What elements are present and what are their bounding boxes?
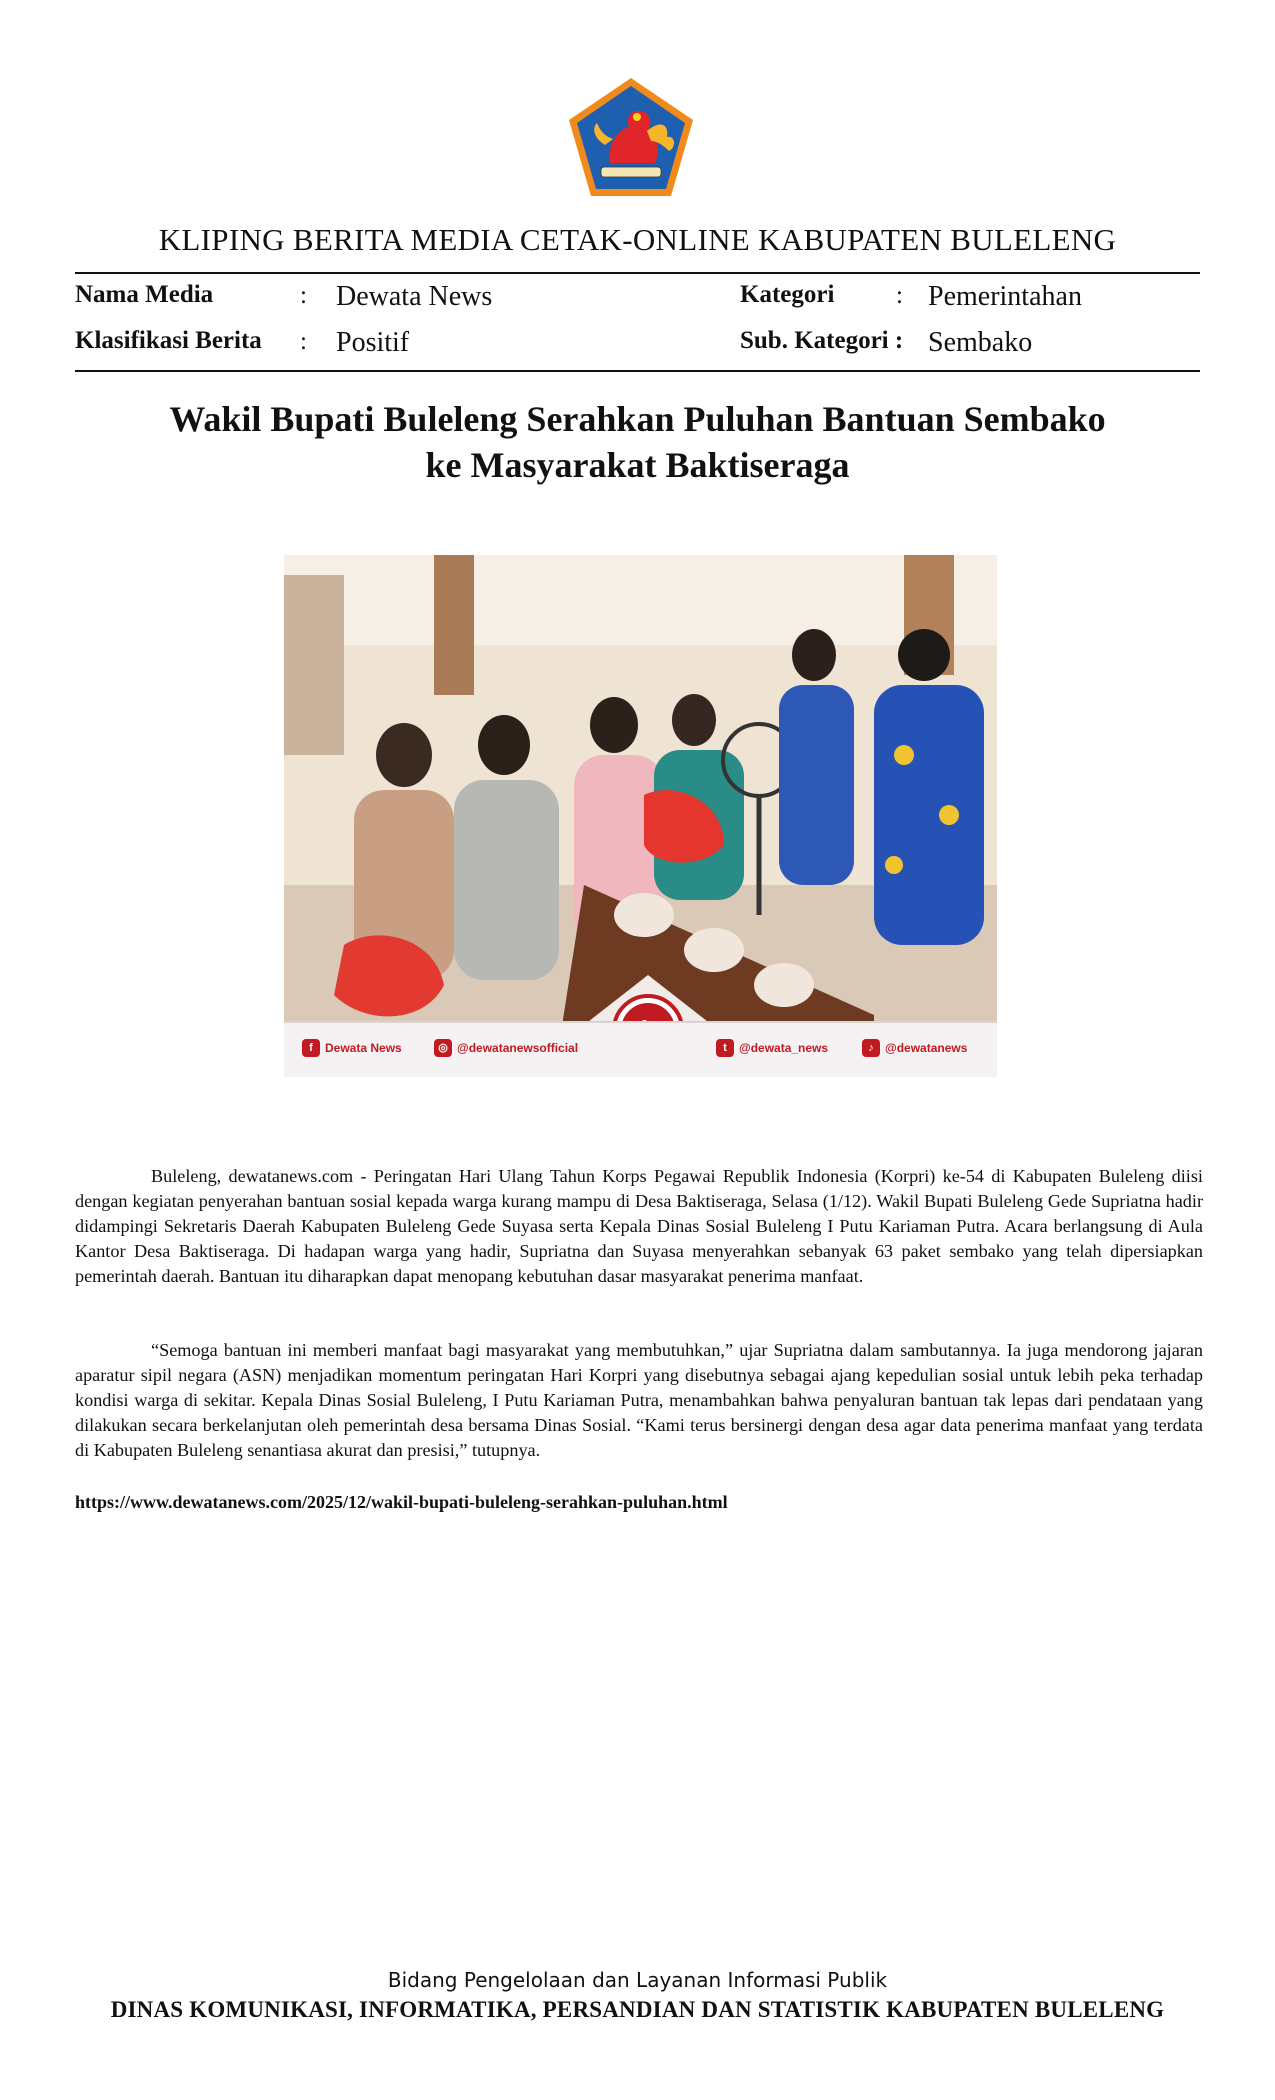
twitter-icon: t: [716, 1039, 734, 1057]
twitter-text: @dewata_news: [739, 1041, 829, 1055]
photo-social-bar: [284, 1021, 997, 1077]
footer-agency: DINAS KOMUNIKASI, INFORMATIKA, PERSANDIAN DAN STATISTIK KABUPATEN BULELENG: [110, 1997, 1165, 2022]
tiktok-icon: ♪: [862, 1039, 880, 1057]
klasifikasi-label: Klasifikasi Berita: [75, 327, 262, 354]
regency-emblem-logo: [565, 75, 697, 200]
headline-line-2: ke Masyarakat Baktiseraga: [425, 445, 850, 485]
kategori-value: Pemerintahan: [928, 281, 1082, 312]
tiktok-text: @dewatanews: [885, 1041, 968, 1055]
nama-media-value: Dewata News: [336, 281, 493, 312]
facebook-text: Dewata News: [325, 1041, 402, 1055]
colon: :: [300, 282, 307, 309]
twitter-handle: [716, 1039, 828, 1057]
divider-top: [75, 272, 1200, 274]
sub-kategori-label: Sub. Kategori :: [740, 327, 904, 354]
article-paragraph-1: [75, 1164, 1203, 1289]
paragraph-2-text: “Semoga bantuan ini memberi manfaat bagi masyarakat yang membutuhkan,” ujar Supriatna dalam sambutannya. Ia juga mendorong jajaran aparatur sipil negara (ASN) menjadikan momentum peringatan Hari Korpri yang disebutnya sebagai ajang kepedulian sosial untuk lebih peka terhadap kondisi warga di sekitar. Kepala Dinas Sosial Buleleng, I Putu Kariaman Putra, menambahkan bahwa penyaluran bantuan tak lepas dari pendataan yang dilakukan secara berkelanjutan oleh pemerintah desa bersama Dinas Sosial. “Kami terus bersinergi dengan desa agar data penerima manfaat yang terdata di Kabupaten Buleleng senantiasa akurat dan presisi,” tutupnya.: [75, 1340, 1203, 1460]
instagram-text: @dewatanewsofficial: [457, 1041, 579, 1055]
colon: :: [300, 328, 307, 355]
nama-media-label: Nama Media: [75, 281, 214, 308]
headline-line-1: Wakil Bupati Buleleng Serahkan Puluhan Bantuan Sembako: [169, 399, 1106, 439]
kategori-label: Kategori: [740, 281, 835, 308]
footer-department: Bidang Pengelolaan dan Layanan Informasi Publik: [387, 1968, 888, 1992]
article-photo: [284, 555, 997, 1077]
page-title: KLIPING BERITA MEDIA CETAK-ONLINE KABUPATEN BULELENG: [158, 222, 1117, 257]
colon: :: [896, 282, 903, 309]
article-paragraph-2: [75, 1338, 1203, 1463]
klasifikasi-value: Positif: [336, 327, 410, 358]
source-url-link[interactable]: https://www.dewatanews.com/2025/12/wakil-bupati-buleleng-serahkan-puluhan.html: [75, 1492, 728, 1512]
paragraph-1-text: Buleleng, dewatanews.com - Peringatan Hari Ulang Tahun Korps Pegawai Republik Indonesia (Korpri) ke-54 di Kabupaten Buleleng diisi dengan kegiatan penyerahan bantuan sosial kepada warga kurang mampu di Desa Baktiseraga, Selasa (1/12). Wakil Bupati Buleleng Gede Supriatna hadir didampingi Sekretaris Daerah Kabupaten Buleleng Gede Suyasa serta Kepala Dinas Sosial Buleleng I Putu Kariaman Putra. Acara berlangsung di Aula Kantor Desa Baktiseraga. Di hadapan warga yang hadir, Supriatna dan Suyasa menyerahkan sebanyak 63 paket sembako yang telah dipersiapkan pemerintah daerah. Bantuan itu diharapkan dapat menopang kebutuhan dasar masyarakat penerima manfaat.: [75, 1166, 1203, 1286]
facebook-icon: f: [302, 1039, 320, 1057]
instagram-icon: ◎: [434, 1039, 452, 1057]
instagram-handle: [434, 1039, 578, 1057]
facebook-handle: [302, 1039, 402, 1057]
sub-kategori-value: Sembako: [928, 327, 1033, 358]
divider-bottom: [75, 370, 1200, 372]
article-headline: [0, 396, 1275, 488]
tiktok-handle: [862, 1039, 967, 1057]
